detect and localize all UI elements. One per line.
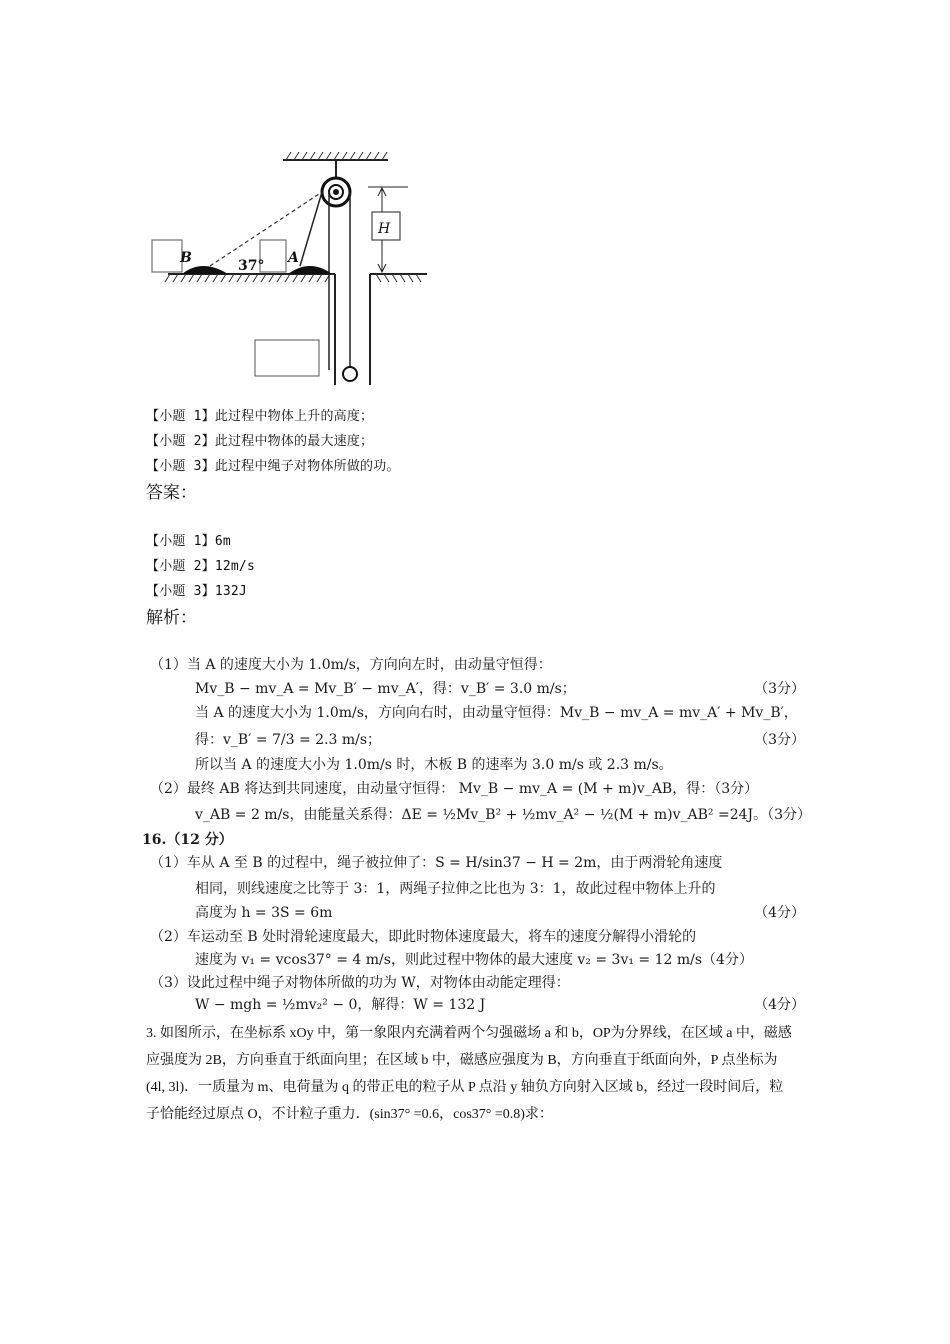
problem-line: (4l, 3l)．一质量为 m、电荷量为 q 的带正电的粒子从 P 点沿 y 轴负方向射入区域 b，经过一段时间后，粒 [146,1080,784,1095]
solution-line: v_AB = 2 m/s，由能量关系得：ΔE = ½Mv_B² + ½mv_A² − ½(M + m)v_AB² =24J。（3分） [195,807,812,823]
question-3: 【小题 3】此过程中绳子对物体所做的功。 [146,459,400,474]
solution-block [142,654,812,1013]
ground-right [370,274,427,282]
solution-line: W − mgh = ½mv₂² − 0，解得：W = 132 J [195,997,486,1013]
points-label: （3分） [754,681,805,697]
label-H: H [378,221,391,237]
question-2: 【小题 2】此过程中物体的最大速度； [146,434,374,449]
answer-2: 【小题 2】12m/s [146,559,255,574]
rope-to-cart [300,192,322,266]
dashed-rope-line [210,192,322,266]
problem-line: 子恰能经过原点 O，不计粒子重力．(sin37° =0.6，cos37° =0.8)求： [146,1107,553,1122]
problem-line: 应强度为 2B，方向垂直于纸面向里；在区域 b 中，磁感应强度为 B，方向垂直于纸面向外，P 点坐标为 [146,1053,778,1068]
box-left [152,240,182,272]
solution-line: 得：v_B′ = 7/3 = 2.3 m/s； [195,732,382,748]
analysis-heading: 解析： [146,608,197,628]
problem-line: 3. 如图所示，在坐标系 xOy 中，第一象限内充满着两个匀强磁场 a 和 b，OP为分界线，在区域 a 中，磁感 [146,1026,792,1041]
solution-line: 高度为 h = 3S = 6m [195,905,333,921]
answer-1: 【小题 1】6m [146,534,231,549]
ceiling [283,152,388,160]
solution-line: Mv_B − mv_A = Mv_B′ − mv_A′，得：v_B′ = 3.0 m/s； [195,681,576,697]
points-label: （4分） [754,997,805,1013]
label-angle: 37° [238,258,265,274]
box-bottom [255,340,319,376]
cart-B [182,266,228,274]
solution-line: （1）当 A 的速度大小为 1.0m/s，方向向左时，由动量守恒得： [150,657,552,673]
answer-3: 【小题 3】132J [146,584,247,599]
solution-line: （2）车运动至 B 处时滑轮速度最大，即此时物体速度最大，将车的速度分解得小滑轮的 [150,929,697,945]
ground-left [165,274,335,282]
points-label: （4分） [754,905,805,921]
problem-3 [146,1020,811,1128]
solution-line: （3）设此过程中绳子对物体所做的功为 W，对物体由动能定理得： [150,975,570,991]
solution-line: 相同，则线速度之比等于 3：1，两绳子拉伸之比也为 3：1，故此过程中物体上升的 [195,881,716,897]
pulley-diagram [140,140,440,385]
solution-line: 速度为 v₁ = vcos37° = 4 m/s，则此过程中物体的最大速度 v₂ = 3v₁ = 12 m/s（4分） [195,952,753,968]
big-pulley [322,178,350,206]
small-pulley [343,367,357,381]
solution-line: （1）车从 A 至 B 的过程中，绳子被拉伸了：S = H/sin37 − H = 2m，由于两滑轮角速度 [150,855,723,871]
solution-line: （2）最终 AB 将达到共同速度，由动量守恒得： Mv_B − mv_A = (M + m)v_AB，得：（3分） [150,781,759,797]
solution-line: 当 A 的速度大小为 1.0m/s，方向向右时，由动量守恒得：Mv_B − mv_A = mv_A′ + Mv_B′， [195,705,798,721]
points-label: （3分） [754,732,805,748]
question-1: 【小题 1】此过程中物体上升的高度； [146,409,374,424]
solution-line: 所以当 A 的速度大小为 1.0m/s 时，木板 B 的速率为 3.0 m/s 或 2.3 m/s。 [195,757,673,773]
solution-line: 16.（12 分） [142,832,233,848]
label-A: A [288,250,299,266]
label-B: B [180,250,192,266]
answer-heading: 答案： [146,483,197,503]
cart-A [288,266,332,274]
